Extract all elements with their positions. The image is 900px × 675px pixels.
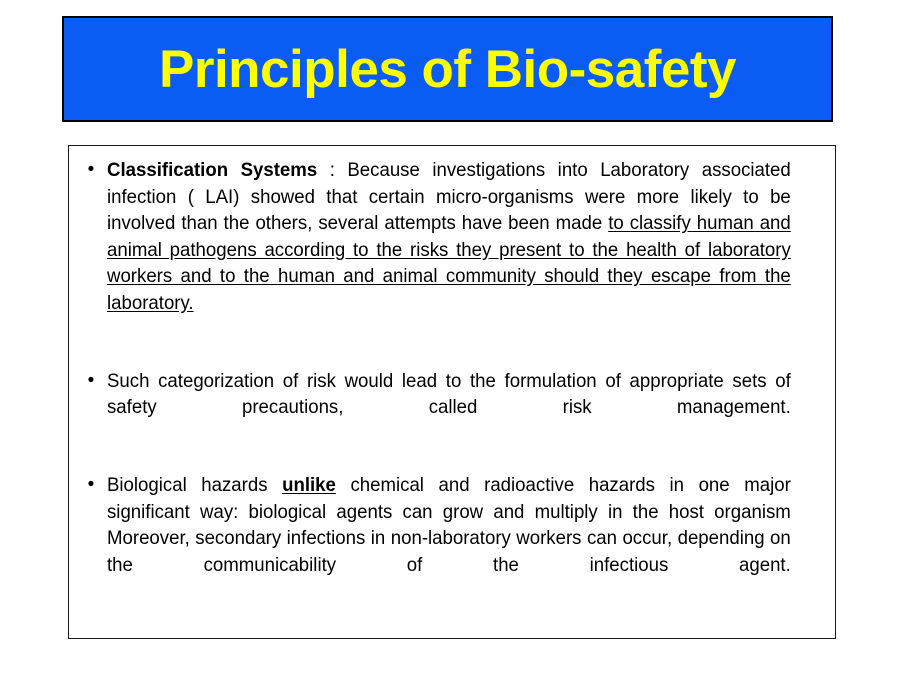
bullet-item-risk-categorization (75, 368, 823, 448)
bullet-suffix: chemical and radioactive hazards in one major significant way: biological agents can grow and multiply in the host organism Moreover, secondary infections in non-laboratory workers can occur, depending on the communicability of the infectious agent. (107, 474, 791, 576)
bullet-text-classification-systems (107, 157, 791, 343)
bullet-body-plain: Because investigations into Laboratory associated infection ( LAI) showed that certain micro-organisms were more likely to be involved than the others, several attempts have been made (107, 159, 791, 234)
bullet-emphasis-unlike: unlike (282, 474, 336, 496)
slide-title-text: Principles of Bio-safety (158, 39, 737, 99)
bullet-lead-bold: Classification Systems (107, 159, 318, 181)
bullet-item-biological-hazards (75, 472, 823, 605)
bullet-text-risk-categorization: Such categorization of risk would lead to the formulation of appropriate sets of safety precautions, called risk management. (107, 369, 791, 418)
bullet-marker-icon: • (87, 159, 95, 180)
bullet-prefix: Biological hazards (107, 474, 283, 496)
bullet-marker-icon: • (87, 474, 95, 495)
slide-content-box (68, 145, 836, 639)
bullet-separator: : (317, 159, 348, 181)
slide-title-banner (62, 16, 833, 122)
bullet-list (69, 146, 835, 605)
bullet-marker-icon: • (87, 369, 95, 391)
bullet-body-underlined: to classify human and animal pathogens according to the risks they present to the health of laboratory workers and to the human and animal community should they escape from the laboratory. (107, 212, 791, 314)
bullet-item-classification-systems (75, 157, 823, 343)
bullet-text-biological-hazards (107, 472, 791, 605)
